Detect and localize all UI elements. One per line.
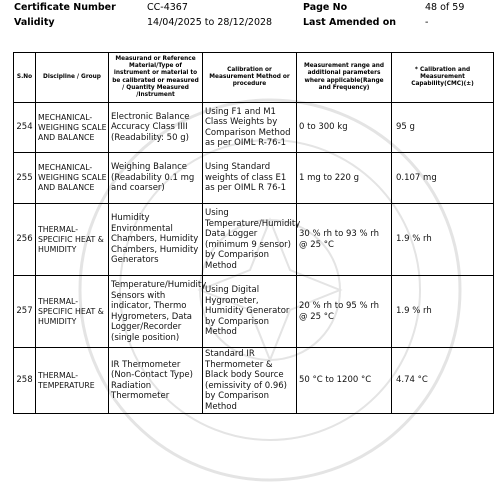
cell-range: 30 % rh to 93 % rh @ 25 °C	[297, 204, 392, 276]
page-number-value: 48 of 59	[425, 2, 465, 13]
last-amended-label: Last Amended on	[303, 17, 397, 28]
cell-cmc: 1.9 % rh	[392, 276, 494, 348]
table-row	[14, 276, 494, 348]
certificate-number-label: Certificate Number	[14, 2, 116, 13]
cell-method: Using Standard weights of class E1 as per OIML R 76-1	[203, 153, 297, 204]
cell-method: Using Temperature/Humidity Data Logger (minimum 9 sensor) by Comparison Method	[203, 204, 297, 276]
cell-sno: 258	[14, 348, 36, 414]
cell-cmc: 1.9 % rh	[392, 204, 494, 276]
cell-range: 0 to 300 kg	[297, 103, 392, 153]
table-header-row	[14, 53, 494, 103]
validity-value: 14/04/2025 to 28/12/2028	[147, 17, 273, 28]
cell-sno: 257	[14, 276, 36, 348]
cell-range: 1 mg to 220 g	[297, 153, 392, 204]
cell-sno: 256	[14, 204, 36, 276]
cell-measurand: Weighing Balance (Readability 0.1 mg and coarser)	[109, 153, 203, 204]
column-header-cmc: * Calibration and Measurement Capability(CMC)(±)	[392, 53, 494, 103]
cell-cmc: 95 g	[392, 103, 494, 153]
certificate-number-value: CC-4367	[147, 2, 188, 13]
scope-table	[13, 52, 494, 414]
column-header-measurand: Measurand or Reference Material/Type of instrument or material to be calibrated or measured / Quantity Measured /Instrument	[109, 53, 203, 103]
cell-method: Using F1 and M1 Class Weights by Comparison Method as per OIML R-76-1	[203, 103, 297, 153]
cell-measurand: Temperature/Humidity Sensors with indicator, Thermo Hygrometers, Data Logger/Recorder (single position)	[109, 276, 203, 348]
table-row	[14, 204, 494, 276]
cell-discipline: THERMAL- SPECIFIC HEAT & HUMIDITY	[36, 204, 109, 276]
cell-measurand: Humidity Environmental Chambers, Humidity Chambers, Humidity Generators	[109, 204, 203, 276]
cell-sno: 254	[14, 103, 36, 153]
column-header-method: Calibration or Measurement Method or procedure	[203, 53, 297, 103]
table-row	[14, 153, 494, 204]
cell-discipline: THERMAL- TEMPERATURE	[36, 348, 109, 414]
cell-method: Standard IR Thermometer & Black body Source (emissivity of 0.96) by Comparison Method	[203, 348, 297, 414]
validity-label: Validity	[14, 17, 55, 28]
cell-range: 50 °C to 1200 °C	[297, 348, 392, 414]
cell-cmc: 0.107 mg	[392, 153, 494, 204]
cell-discipline: THERMAL- SPECIFIC HEAT & HUMIDITY	[36, 276, 109, 348]
cell-measurand: IR Thermometer (Non-Contact Type) Radiation Thermometer	[109, 348, 203, 414]
cell-sno: 255	[14, 153, 36, 204]
cell-measurand: Electronic Balance Accuracy Class IIII (Readability: 50 g)	[109, 103, 203, 153]
cell-discipline: MECHANICAL- WEIGHING SCALE AND BALANCE	[36, 153, 109, 204]
cell-cmc: 4.74 °C	[392, 348, 494, 414]
table-row	[14, 103, 494, 153]
cell-method: Using Digital Hygrometer, Humidity Generator by Comparison Method	[203, 276, 297, 348]
column-header-range: Measurement range and additional parameters where applicable(Range and Frequency)	[297, 53, 392, 103]
column-header-sno: S.No	[14, 53, 36, 103]
cell-range: 20 % rh to 95 % rh @ 25 °C	[297, 276, 392, 348]
last-amended-value: -	[425, 17, 429, 28]
column-header-discipline: Discipline / Group	[36, 53, 109, 103]
cell-discipline: MECHANICAL- WEIGHING SCALE AND BALANCE	[36, 103, 109, 153]
page-number-label: Page No	[303, 2, 348, 13]
table-row	[14, 348, 494, 414]
